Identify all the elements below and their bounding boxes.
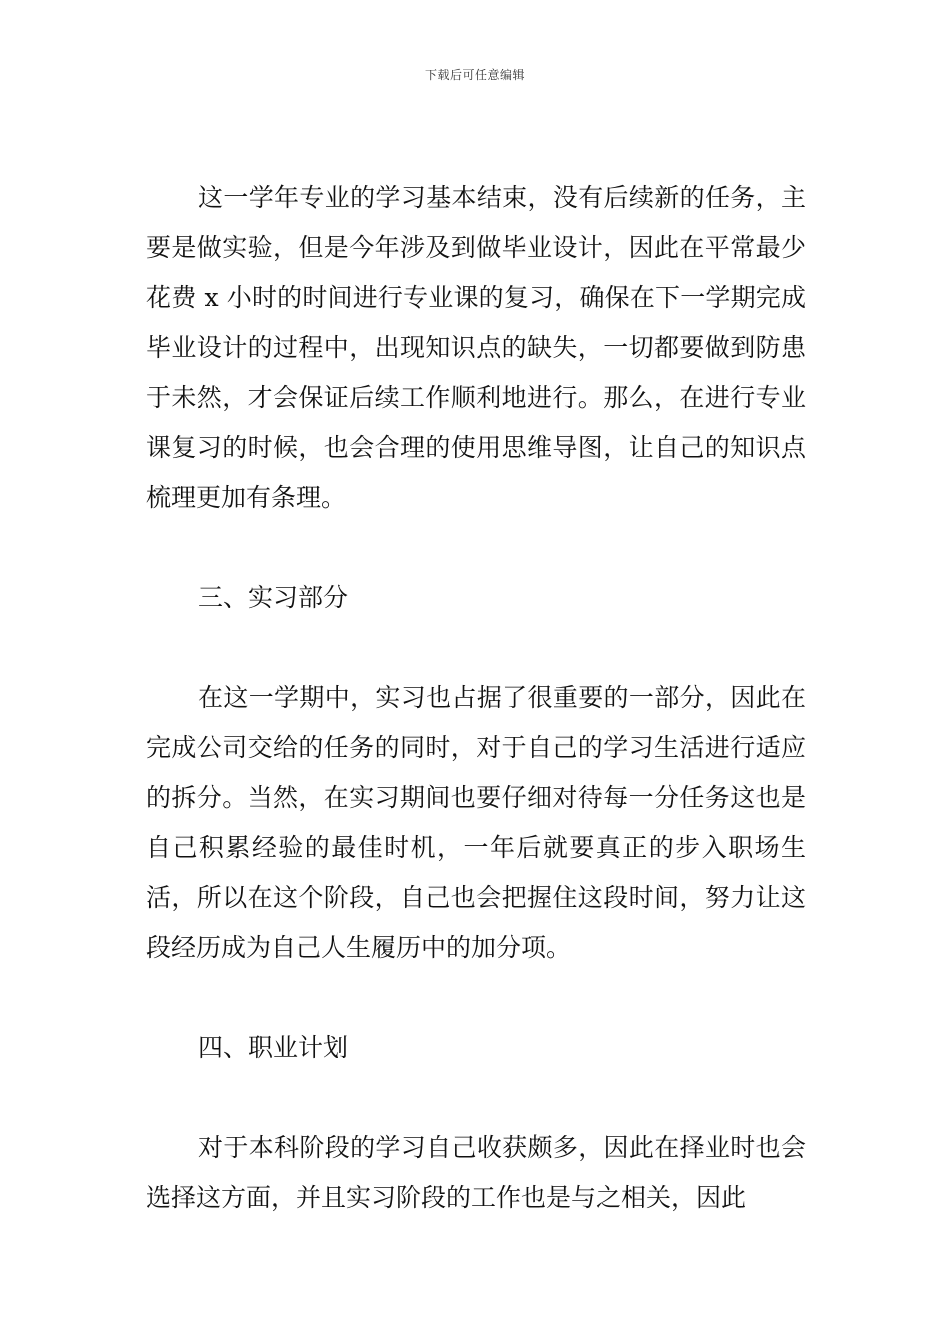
body-paragraph: 这一学年专业的学习基本结束，没有后续新的任务，主要是做实验，但是今年涉及到做毕业设计，因此在平常最少花费 x 小时的时间进行专业课的复习，确保在下一学期完成毕业设计的过程中，出现知识点的缺失，一切都要做到防患于未然，才会保证后续工作顺利地进行。那么，在进行专业课复习的时候，也会合理的使用思维导图，让自己的知识点梳理更加有条理。 [146,183,806,512]
body-paragraph: 在这一学期中，实习也占据了很重要的一部分，因此在完成公司交给的任务的同时，对于自己的学习生活进行适应的拆分。当然，在实习期间也要仔细对待每一分任务这也是自己积累经验的最佳时机，一年后就要真正的步入职场生活，所以在这个阶段，自己也会把握住这段时间，努力让这段经历成为自己人生履历中的加分项。 [146,683,806,962]
section-heading-career-plan: 四、职业计划 [198,1033,349,1062]
body-paragraph: 对于本科阶段的学习自己收获颇多，因此在择业时也会选择这方面，并且实习阶段的工作也是与之相关，因此 [146,1133,806,1212]
section-heading-internship: 三、实习部分 [198,583,349,612]
header-note: 下载后可任意编辑 [424,68,525,82]
